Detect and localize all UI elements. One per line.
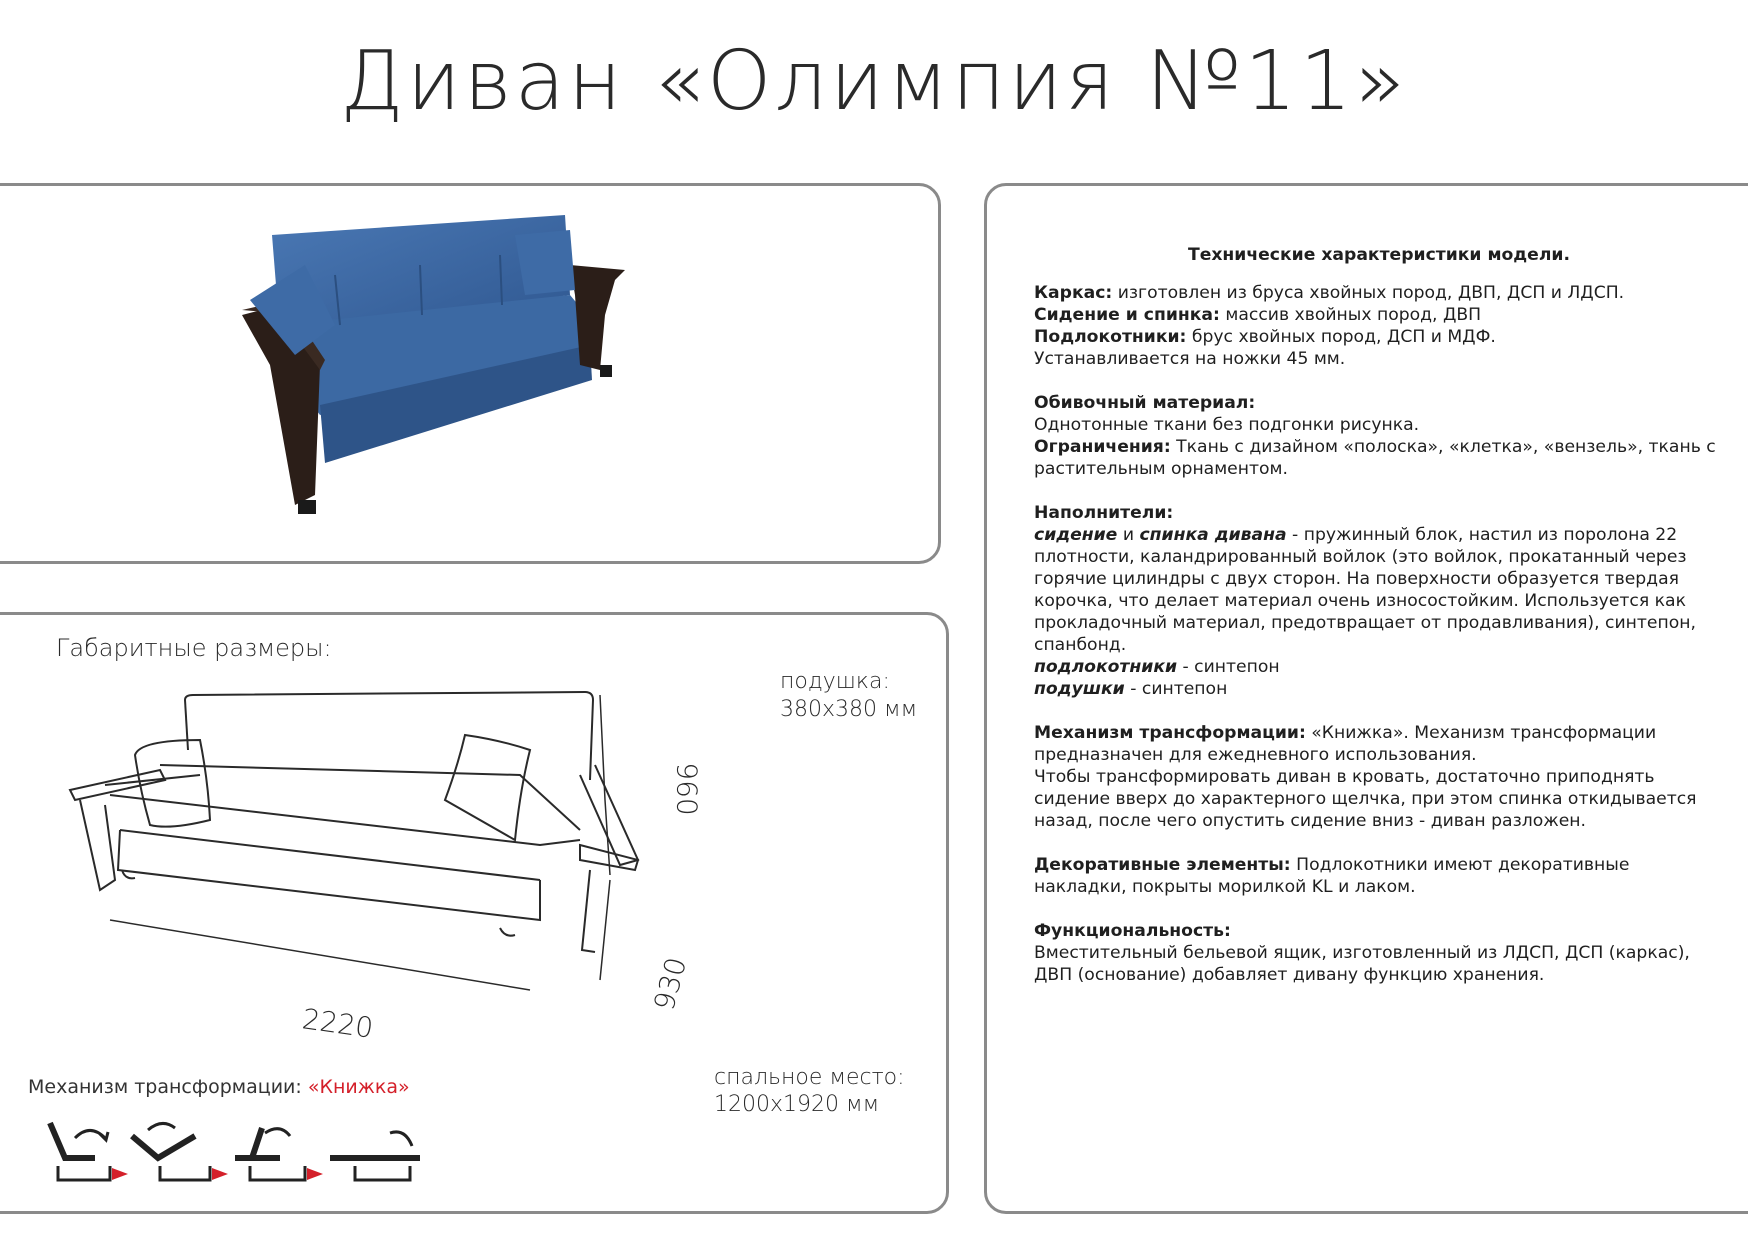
mech-text-2: Чтобы трансформировать диван в кровать, достаточно приподнять сидение вверх до характерного щелчка, при этом спинка откидывается назад, после чего опустить сидение вниз - диван разложен. <box>1034 767 1697 831</box>
frame-label: Каркас: <box>1034 283 1113 303</box>
spec-decor-block <box>1034 854 1724 898</box>
page-title: Диван «Олимпия №11» <box>340 34 1408 129</box>
filler-pillow-text: - синтепон <box>1130 679 1228 699</box>
pillow-size: 380х380 мм <box>780 697 918 722</box>
arm-label: Подлокотники: <box>1034 327 1187 347</box>
fillers-label: Наполнители: <box>1034 503 1174 523</box>
upholstery-label: Обивочный материал: <box>1034 393 1256 413</box>
sleep-label: спальное место: <box>714 1065 905 1090</box>
mech-text: «Книжка». Механизм трансформации предназначен для ежедневного использования. <box>1034 723 1657 765</box>
filler-pillow: подушки <box>1034 679 1125 699</box>
sleep-size: 1200х1920 мм <box>714 1092 880 1117</box>
width-dimension: 2220 <box>300 1002 376 1045</box>
mechanism-label: Механизм трансформации: <box>28 1076 302 1098</box>
sofa-dimension-sketch <box>60 680 720 1060</box>
limits-text: Ткань с дизайном «полоска», «клетка», «вензель», ткань с растительным орнаментом. <box>1034 437 1716 479</box>
limits-label: Ограничения: <box>1034 437 1171 457</box>
sofa-photo <box>230 205 710 540</box>
mechanism-step-4-icon <box>330 1132 420 1180</box>
spec-mechanism-block <box>1034 722 1724 832</box>
filler-back: спинка дивана <box>1139 525 1287 545</box>
mechanism-caption <box>28 1076 410 1098</box>
filler-seat-text: - пружинный блок, настил из поролона 22 плотности, каландрированный войлок (это войлок, прокатанный через горячие цилиндры с двух сторон. На поверхности образуется твердая корочка, что делает материал очень износостойким. Используется как прокладочный материал, предотвращает от продавливания), синтепон, спанбонд. <box>1034 525 1696 655</box>
func-text: Вместительный бельевой ящик, изготовленный из ЛДСП, ДСП (каркас), ДВП (основание) добавляет дивану функцию хранения. <box>1034 943 1690 985</box>
filler-seat: сидение <box>1034 525 1118 545</box>
legs-text: Устанавливается на ножки 45 мм. <box>1034 349 1346 369</box>
spec-function-block <box>1034 920 1724 986</box>
decor-label: Декоративные элементы: <box>1034 855 1291 875</box>
spec-upholstery-block <box>1034 392 1724 480</box>
filler-and: и <box>1122 525 1134 545</box>
filler-arm: подлокотники <box>1034 657 1178 677</box>
mechanism-step-1-icon <box>50 1123 110 1180</box>
dimensions-heading: Габаритные размеры: <box>56 634 332 662</box>
spec-fillers-block <box>1034 502 1724 700</box>
transformation-steps-icon <box>40 1118 440 1193</box>
specifications-text <box>1034 244 1724 1008</box>
mech-label: Механизм трансформации: <box>1034 723 1306 743</box>
filler-arm-text: - синтепон <box>1182 657 1280 677</box>
upholstery-text: Однотонные ткани без подгонки рисунка. <box>1034 415 1420 435</box>
height-dimension: 960 <box>670 762 704 816</box>
depth-dimension: 930 <box>647 953 694 1014</box>
mechanism-step-3-icon <box>235 1128 305 1180</box>
arm-text: брус хвойных пород, ДСП и МДФ. <box>1191 327 1496 347</box>
seat-text: массив хвойных пород, ДВП <box>1225 305 1482 325</box>
specs-heading: Технические характеристики модели. <box>1187 245 1571 265</box>
frame-text: изготовлен из бруса хвойных пород, ДВП, ДСП и ЛДСП. <box>1117 283 1625 303</box>
pillow-label: подушка: <box>780 669 890 694</box>
func-label: Функциональность: <box>1034 921 1231 941</box>
spec-frame-block <box>1034 282 1724 370</box>
seat-label: Сидение и спинка: <box>1034 305 1220 325</box>
mechanism-step-2-icon <box>132 1123 210 1180</box>
decor-text: Подлокотники имеют декоративные накладки, покрыты морилкой KL и лаком. <box>1034 855 1630 897</box>
mechanism-value: «Книжка» <box>307 1076 410 1098</box>
